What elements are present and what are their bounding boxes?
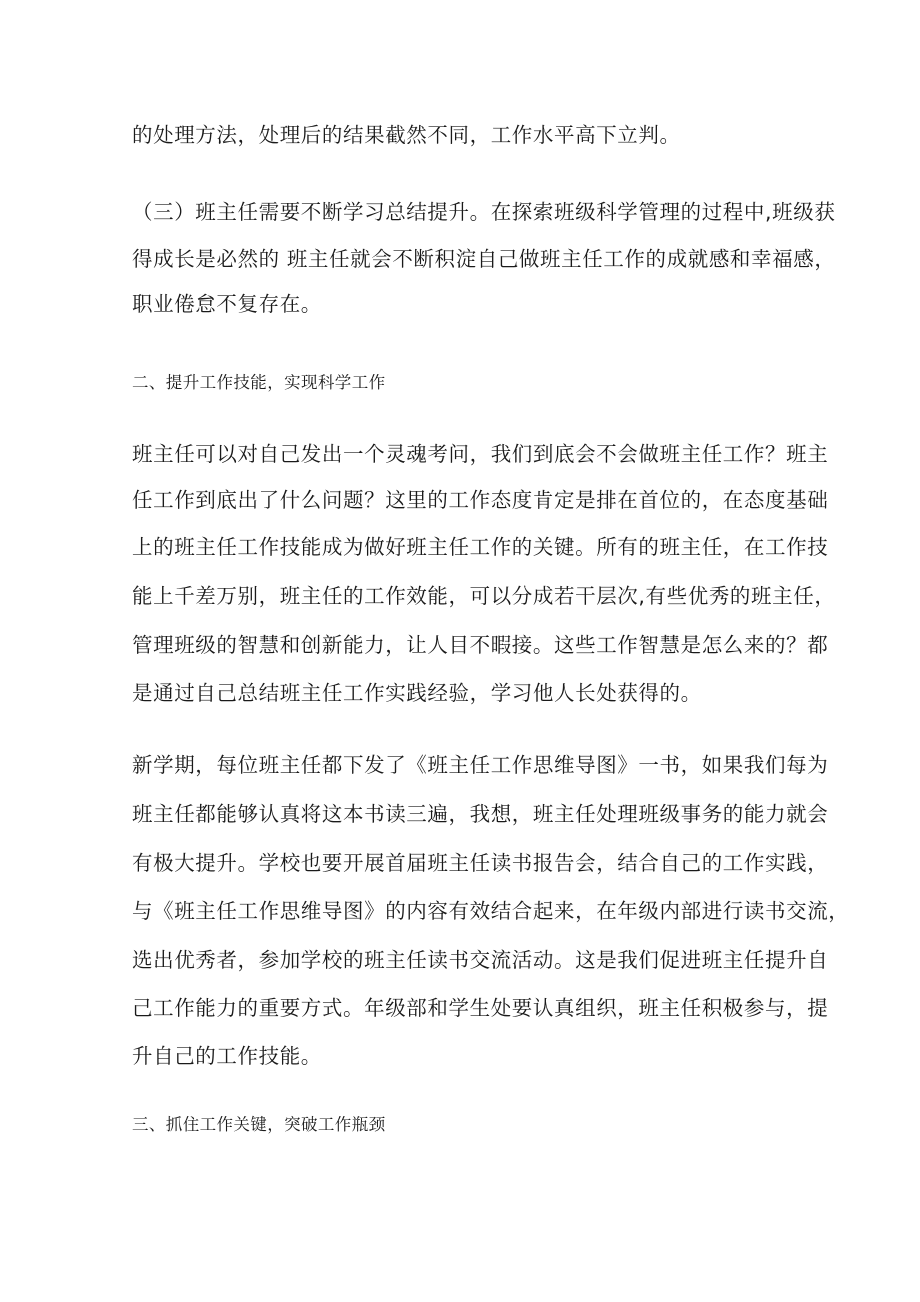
section-heading-3: 三、抓住工作关键，突破工作瓶颈 xyxy=(132,1115,386,1134)
section-heading-2: 二、提升工作技能，实现科学工作 xyxy=(132,373,386,392)
paragraph-4-line-1: 新学期，每位班主任都下发了《班主任工作思维导图》一书，如果我们每为 xyxy=(132,753,829,777)
paragraph-3-line-5: 管理班级的智慧和创新能力，让人目不暇接。这些工作智慧是怎么来的？都 xyxy=(132,633,829,657)
paragraph-4-line-3: 有极大提升。学校也要开展首届班主任读书报告会，结合自己的工作实践， xyxy=(132,851,829,875)
paragraph-4-line-7: 升自己的工作技能。 xyxy=(132,1044,322,1068)
paragraph-3-line-1: 班主任可以对自己发出一个灵魂考问，我们到底会不会做班主任工作？班主 xyxy=(132,442,829,466)
paragraph-3-line-6: 是通过自己总结班主任工作实践经验，学习他人长处获得的。 xyxy=(132,681,702,705)
paragraph-2-line-3: 职业倦怠不复存在。 xyxy=(132,292,322,316)
paragraph-4-line-6: 己工作能力的重要方式。年级部和学生处要认真组织，班主任积极参与，提 xyxy=(132,996,829,1020)
paragraph-4-line-2: 班主任都能够认真将这本书读三遍，我想，班主任处理班级事务的能力就会 xyxy=(132,802,829,826)
paragraph-2-line-2: 得成长是必然的 班主任就会不断积淀自己做班主任工作的成就感和幸福感， xyxy=(132,247,836,271)
paragraph-3-line-2: 任工作到底出了什么问题？这里的工作态度肯定是排在首位的，在态度基础 xyxy=(132,488,829,512)
paragraph-1-line-1: 的处理方法，处理后的结果截然不同，工作水平高下立判。 xyxy=(132,123,681,147)
paragraph-2-line-1: （三）班主任需要不断学习总结提升。在探索班级科学管理的过程中,班级获 xyxy=(132,200,836,224)
paragraph-3-line-4: 能上千差万别，班主任的工作效能，可以分成若干层次,有些优秀的班主任， xyxy=(132,584,836,608)
paragraph-4-line-5: 选出优秀者，参加学校的班主任读书交流活动。这是我们促进班主任提升自 xyxy=(132,948,829,972)
paragraph-4-line-4: 与《班主任工作思维导图》的内容有效结合起来，在年级内部进行读书交流， xyxy=(132,899,850,923)
paragraph-3-line-3: 上的班主任工作技能成为做好班主任工作的关键。所有的班主任，在工作技 xyxy=(132,535,829,559)
